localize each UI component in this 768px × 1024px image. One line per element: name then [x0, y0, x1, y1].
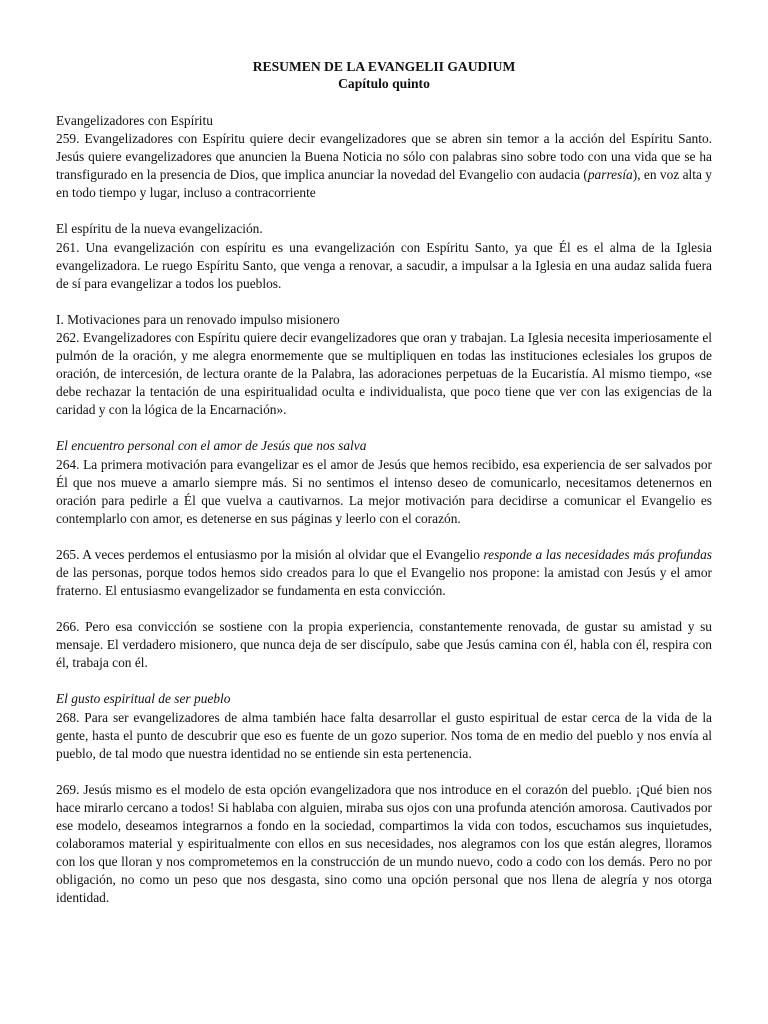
section-heading: Evangelizadores con Espíritu: [56, 113, 213, 128]
section-heading: El encuentro personal con el amor de Jesús que nos salva: [56, 438, 367, 454]
document-title: RESUMEN DE LA EVANGELII GAUDIUM: [252, 59, 516, 74]
paragraph-259: 259. Evangelizadores con Espíritu quiere decir evangelizadores que se abren sin temor a la acción del Espíritu Santo. Jesús quiere evangelizadores que anuncien la Buena Noticia no sólo con palabras sino sobre todo con una vida que se ha transfigurado en la presencia de Dios, que implica anunciar la novedad del Evangelio con audacia (parresía), en voz alta y en todo tiempo y lugar, incluso a contracorriente: [56, 131, 712, 201]
section-heading: El gusto espiritual de ser pueblo: [56, 691, 231, 707]
paragraph-265: 265. A veces perdemos el entusiasmo por la misión al olvidar que el Evangelio responde a las necesidades más profundas de las personas, porque todos hemos sido creados para lo que el Evangelio nos propone: la amistad con Jesús y el amor fraterno. El entusiasmo evangelizador se fundamenta en esta convicción.: [56, 546, 712, 599]
paragraph-261: 261. Una evangelización con espíritu es una evangelización con Espíritu Santo, ya que Él es el alma de la Iglesia evangelizadora. Le ruego Espíritu Santo, que venga a renovar, a sacudir, a impulsar a la Iglesia en una audaz salida fuera de sí para evangelizar a todos los pueblos.: [56, 239, 712, 291]
document-page: [56, 58, 712, 925]
paragraph-269: 269. Jesús mismo es el modelo de esta opción evangelizadora que nos introduce en el corazón del pueblo. ¡Qué bien nos hace mirarlo cercano a todos! Si hablaba con alguien, miraba sus ojos con una profunda atención amorosa. Cautivados por ese modelo, deseamos integrarnos a fondo en la sociedad, compartimos la vida con todos, escuchamos sus inquietudes, colaboramos material y espiritualmente con ellos en sus necesidades, nos alegramos con los que están alegres, lloramos con los que lloran y nos comprometemos en la construcción de un mundo nuevo, codo a codo con los demás. Pero no por obligación, no como un peso que nos desgasta, sino como una opción personal que nos llena de alegría y nos otorga identidad.: [56, 781, 712, 906]
section-heading: I. Motivaciones para un renovado impulso misionero: [56, 311, 340, 327]
paragraph-268: 268. Para ser evangelizadores de alma también hace falta desarrollar el gusto espiritual de estar cerca de la vida de la gente, hasta el punto de descubrir que eso es fuente de un gozo superior. Nos toma de en medio del pueblo y nos envía al pueblo, de tal modo que nuestra identidad no se entiende sin esta pertenencia.: [56, 709, 712, 761]
section-heading: El espíritu de la nueva evangelización.: [56, 221, 263, 237]
paragraph-262: 262. Evangelizadores con Espíritu quiere decir evangelizadores que oran y trabajan. La Iglesia necesita imperiosamente el pulmón de la oración, y me alegra enormemente que se multipliquen en todas las instituciones eclesiales los grupos de oración, de intercesión, de lectura orante de la Palabra, las adoraciones perpetuas de la Eucaristía. Al mismo tiempo, «se debe rechazar la tentación de una espiritualidad oculta e individualista, que poco tiene que ver con las exigencias de la caridad y con la lógica de la Encarnación».: [56, 329, 712, 418]
paragraph-266: 266. Pero esa convicción se sostiene con la propia experiencia, constantemente renovada, de gustar su amistad y su mensaje. El verdadero misionero, que nunca deja de ser discípulo, sabe que Jesús camina con él, habla con él, respira con él, trabaja con él.: [56, 619, 712, 671]
chapter-subtitle: Capítulo quinto: [338, 76, 430, 91]
paragraph-264: 264. La primera motivación para evangelizar es el amor de Jesús que hemos recibido, esa experiencia de ser salvados por Él que nos mueve a amarlo siempre más. Si no sentimos el intenso deseo de comunicarlo, necesitamos detenernos en oración para pedirle a Él que vuelva a cautivarnos. La mejor motivación para decidirse a comunicar el Evangelio es contemplarlo con amor, es detenerse en sus páginas y leerlo con el corazón.: [56, 456, 712, 526]
